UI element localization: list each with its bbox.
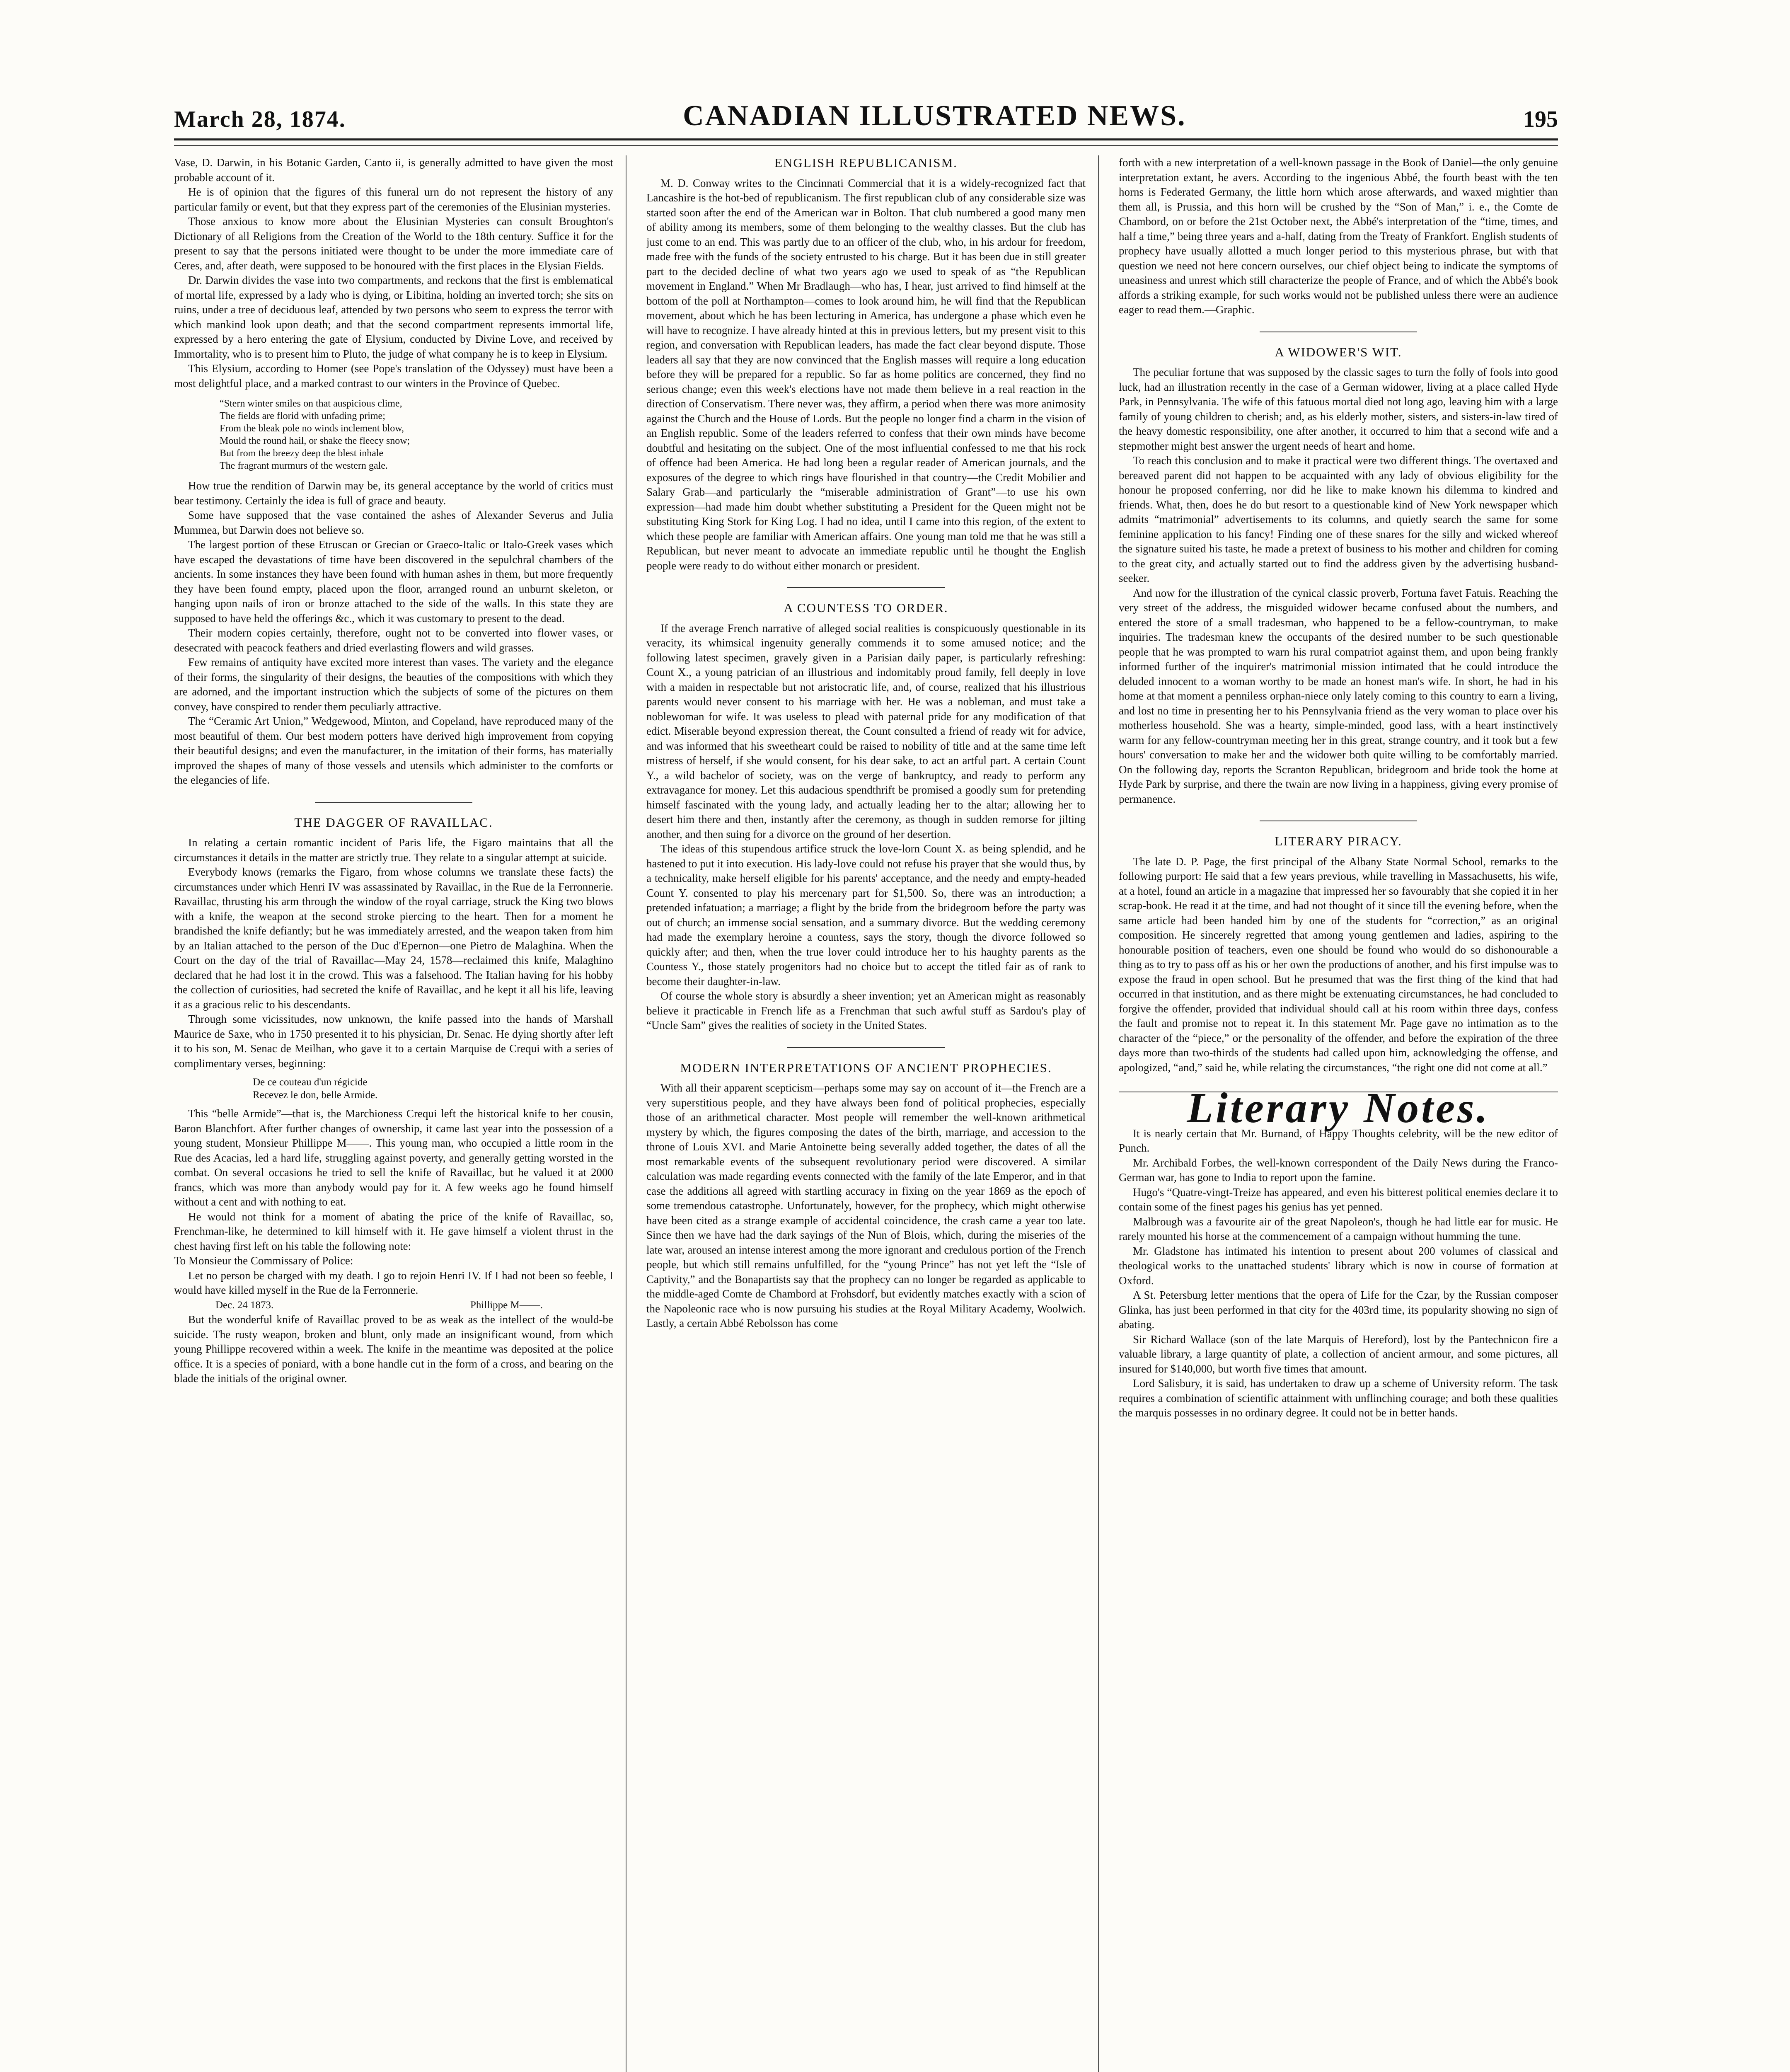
note-item: Sir Richard Wallace (son of the late Marquis of Hereford), lost by the Pantechnicon fire a valuable library, a large quantity of plate, a collection of ancient armour, and some pictures, all insured for $140,000, but worth five times that amount. [1119,1333,1558,1375]
section-rule [787,1047,945,1048]
note-body: Let no person be charged with my death. I go to rejoin Henri IV. If I had not been so feeble, I would have killed myself in the Rue de la Ferronnerie. [174,1269,613,1296]
note-address: To Monsieur the Commissary of Police: [174,1254,353,1267]
paragraph: The ideas of this stupendous artifice struck the love-lorn Count X. as being splendid, and he hastened to put it into execution. His lady-love could not refuse his prayer that she would thus, by a technicality, make herself eligible for his parents' acceptance, and the needy and empty-headed Count Y. consented to play his mercenary part for $1,500. So, there was an introduction; a pretended infatuation; a marriage; a flight by the bride from the bridegroom before the party was out of church; an immense social sensation, and a summary divorce. But the wedding ceremony had made the exemplary heroine a countess, says the story, though the divorce followed so quickly after; and then, when the true lover could introduce her to his haughty parents as the Countess Y., those stately progenitors had no choice but to accept the titled fair as of rank to become their daughter-in-law. [646,842,1086,988]
paragraph: And now for the illustration of the cynical classic proverb, Fortuna favet Fatuis. Reaching the very street of the address, the misguided widower became confused about the numbers, and entered the store of a small tradesman, who happened to be a fellow-countryman, to make inquiries. The tradesman knew the occupants of the desired number to be such questionable people that he was prompted to warn his rural compatriot against them, and upon being frankly informed further of the inquirer's matrimonial mission intimated that he could introduce the deluded innocent to a woman worthy to be made an honest man's wife. In short, he had in his home at that moment a penniless orphan-niece only lately coming to this country to earn a living, and lost no time in presenting her to his Pennsylvania friend as the very woman to place over his motherless household. She was a hearty, simple-minded, good lass, with a heart instinctively warm for any fellow-countryman meeting her in this great, strange country, and it took but a few hours' conversation to make her and the widower both quite willing to be comfortably married. On the following day, reports the Scranton Republican, bridegroom and bride took the home at Hyde Park by surprise, and there the twain are now living in a happiness, giving every promise of permanence. [1119,586,1558,805]
column-3 [1119,155,1558,2072]
section-rule [787,587,945,588]
paragraph: In relating a certain romantic incident of Paris life, the Figaro maintains that all the circumstances it details in the matter are strictly true. They relate to a singular attempt at suicide. [174,836,613,864]
article-heading: LITERARY PIRACY. [1275,834,1402,848]
paragraph: This Elysium, according to Homer (see Pope's translation of the Odyssey) must have been a most delightful place, and a marked contrast to our winters in the Province of Quebec. [174,362,613,390]
note-signature [174,1298,613,1313]
paragraph: Through some vicissitudes, now unknown, the knife passed into the hands of Marshall Maurice de Saxe, who in 1750 presented it to his physician, Dr. Senac. He dying shortly after left it to his son, M. Senac de Meilhan, who gave it to a certain Marquise de Crequi with a series of complimentary verses, beginning: [174,1013,613,1070]
page-header [174,95,1558,140]
paragraph: M. D. Conway writes to the Cincinnati Commercial that it is a widely-recognized fact that Lancashire is the hot-bed of republicanism. The first republican club of any considerable size was started soon after the end of the American war in Bolton. That club numbered a good many men of ability among its members, some of them belonging to the wealthy classes. But the club has just come to an end. This was partly due to an officer of the club, who, in his ardour for freedom, made free with the funds of the society entrusted to his charge. But it has been due in still greater part to the decided decline of what two years ago we used to speak of as “the Republican movement in England.” When Mr Bradlaugh—who has, I hear, just arrived to find himself at the bottom of the poll at Northampton—comes to look around him, he will find that the Republican movement, about which he has been lecturing in America, has undergone a phase which even he will have to recognize. I have already hinted at this in previous letters, but my present visit to this region, and conversation with Republican leaders, has made the fact clear beyond dispute. Those leaders all say that they are now convinced that the English masses will require a long education before they will be prepared for a republic. So far as home politics are concerned, they find no serious change; even this week's elections have not made them believe in a real reaction in the direction of Conservatism. There never was, they affirm, a period when there was more animosity against the Church and the House of Lords. But the people no longer find a charm in the vision of an English republic. Some of the leaders referred to confess that their own minds have become doubtful and hesitating on the subject. One of the most influential confessed to me that his rock of offence had been America. He had long been a regular reader of American journals, and the exposures of the degree to which rings have flourished in that country—the Credit Mobilier and Salary Grab—and particularly the “miserable administration of Grant”—to use his own expression—had made him doubt whether substituting a President for the Queen might not be substituting King Stork for King Log. I had no idea, until I came into this region, of the extent to which these people are familiar with American affairs. One young man told me that he was still a Republican, but never meant to advocate an immediate republic until he thought the English people were ready to do without either monarch or president. [646,177,1086,572]
page-number: 195 [1523,107,1558,132]
paragraph: But the wonderful knife of Ravaillac proved to be as weak as the intellect of the would-be suicide. The rusty weapon, broken and blunt, only made an insignificant wound, from which young Phillippe recovered within a week. The knife in the meantime was deposited at the police office. It is a species of poniard, with a bone handle cut in the form of a cross, and bearing on the blade the initials of the original owner. [174,1313,613,1385]
column-1 [174,155,613,2072]
verse-line: Recevez le don, belle Armide. [253,1089,378,1101]
note-item: A St. Petersburg letter mentions that the opera of Life for the Czar, by the Russian composer Glinka, has just been performed in that city for the 403rd time, its popularity showing no sign of abating. [1119,1289,1558,1331]
paragraph: He is of opinion that the figures of this funeral urn do not represent the history of any particular family or event, but that they express part of the ceremonies of the Elusinian mysteries. [174,186,613,213]
header-rule [174,145,1558,146]
article-heading: MODERN INTERPRETATIONS OF ANCIENT PROPHECIES. [680,1060,1052,1075]
note-item: Hugo's “Quatre-vingt-Treize has appeared, and even his bitterest political enemies declare it to contain some of the finest pages his genius has yet penned. [1119,1186,1558,1213]
french-verse [253,1076,613,1101]
section-rule [315,802,472,803]
paragraph: To reach this conclusion and to make it practical were two different things. The overtaxed and bereaved parent did not happen to be acquainted with any lady of obvious eligibility for the honour he proposed conferring, nor did he like to make known his dilemma to kindred and friends. What, then, does he do but resort to a questionable kind of New York newspaper which admits “matrimonial” advertisements to its columns, and quietly search the same for some feminine application to his fancy! Finding one of these snares for the silly and wicked whereof the signature suited his taste, he made a pretext of business to his mother and children for coming to the great city, and actually started out to find the address given by the advertising husband-seeker. [1119,454,1558,584]
paragraph: How true the rendition of Darwin may be, its general acceptance by the world of critics must bear testimony. Certainly the idea is full of grace and beauty. [174,479,613,507]
article-heading: ENGLISH REPUBLICANISM. [774,155,958,170]
note-date: Dec. 24 1873. [215,1299,274,1311]
paragraph: forth with a new interpretation of a well-known passage in the Book of Daniel—the only genuine interpretation extant, he avers. According to the ingenious Abbé, the fourth beast with the ten horns is Federated Germany, the little horn which arose afterwards, and waxed mightier than them all, is Prussia, and this horn will be crushed by the “Son of Man,” i. e., the Comte de Chambord, on or before the 21st October next, the Abbé's interpretation of the “time, times, and half a time,” being three years and a-half, dating from the Treaty of Frankfort. English students of prophecy have usually allotted a much longer period to this mysterious phrase, but with that question we need not here concern ourselves, our chief object being to indicate the symptoms of uneasiness and unrest which still characterize the people of France, and of which the Abbé's book affords a striking example, for such works would not be published unless there were an audience eager to read them.—Graphic. [1119,156,1558,316]
paragraph: If the average French narrative of alleged social realities is conspicuously questionable in its veracity, its whimsical ingenuity generally commends it to some amused notice; and the following latest specimen, gravely given in a Parisian daily paper, is particularly refreshing: Count X., a young patrician of an illustrious and indomitably proud family, fell deeply in love with a maiden in respectable but not aristocratic life, and, of course, realized that his illustrious parents would never consent to his marriage with her. He was a nobleman, and must take a noblewoman for wife. It was useless to plead with paternal pride for any modification of that edict. Miserable beyond expression thereat, the Count consulted a friend of ready wit for advice, and was informed that his sweetheart could be raised to nobility of title and at the same time left mistress of herself, if she would consent, for his dear sake, to act an artful part. A certain Count Y., a wild bachelor of society, was on the verge of bankruptcy, and ready to perform any extravagance for money. Let this audacious spendthrift be promised a goodly sum for pretending himself fascinated with the young lady, and actually leading her to the altar; allowing her to desert him there and then, instantly after the ceremony, as though in sudden remorse for jilting another, and then suing for a divorce on the ground of her desertion. [646,622,1086,840]
paragraph: Of course the whole story is absurdly a sheer invention; yet an American might as reasonably believe it practicable in French life as a Frenchman that such awful stuff as Sardou's play of “Uncle Sam” gives the realities of society in the United States. [646,990,1086,1031]
verse-line: The fragrant murmurs of the western gale. [220,460,388,471]
verse-line: Mould the round hail, or shake the fleecy snow; [220,436,410,446]
paragraph: Those anxious to know more about the Elusinian Mysteries can consult Broughton's Dictionary of all Religions from the Creation of the World to the 18th century. Suffice it for the present to say that the persons initiated were thought to be under the more immediate care of Ceres, and, after death, were supposed to be honoured with the first places in the Elysian Fields. [174,215,613,272]
issue-date: March 28, 1874. [174,107,346,132]
newspaper-title: CANADIAN ILLUSTRATED NEWS. [683,100,1186,132]
column-divider [1098,155,1099,2072]
paragraph: The “Ceramic Art Union,” Wedgewood, Minton, and Copeland, have reproduced many of the most beautiful of them. Our best modern potters have derived high improvement from copying their beautiful designs; and even the manufacturer, in the imitation of their forms, has materially improved the shapes of many of those vessels and utensils which administer to the comforts or the elegancies of life. [174,715,613,786]
note-item: It is nearly certain that Mr. Burnand, of Happy Thoughts celebrity, will be the new editor of Punch. [1119,1127,1558,1154]
paragraph: With all their apparent scepticism—perhaps some may say on account of it—the French are a very superstitious people, and they have always been fond of political prophecies, especially those of an arithmetical character. Most people will remember the well-known arithmetical mystery by which, the figures composing the dates of the birth, marriage, and accession to the throne of Louis XVI. and Marie Antoinette being severally added together, the dates of all the most remarkable events of the subsequent revolutionary period were discovered. A similar calculation was made regarding events connected with the family of the late Emperor, and in that case the additions all agreed with startling accuracy in fixing on the year 1869 as the epoch of some tremendous catastrophe. Unfortunately, however, for the prophecy, which might otherwise have been cited as a strange example of accidental coincidence, the crash came a year too late. Since then we have had the dark sayings of the Nun of Blois, which, during the miseries of the late war, aroused an intense interest among the more ignorant and credulous portion of the French people, but which still remains unfulfilled, for the “young Prince” has not yet left the “Isle of Captivity,” and the Bonapartists say that the prophecy can no longer be regarded as applicable to the middle-aged Comte de Chambord at Frohsdorf, but evidently matches exactly with a scion of the Napoleonic race who is now pursuing his studies at the Royal Military Academy, Woolwich. Lastly, a certain Abbé Rebolsson has come [646,1082,1086,1329]
article-heading: THE DAGGER OF RAVAILLAC. [294,815,493,830]
paragraph: Dr. Darwin divides the vase into two compartments, and reckons that the first is emblematical of mortal life, expressed by a lady who is dying, or Libitina, holding an inverted torch; she sits on ruins, under a tree of deciduous leaf, attended by two persons who seem to express the terror with which mankind look upon death; and that the second compartment represents immortal life, expressed by a hero entering the gate of Elysium, conducted by Divine Love, and received by Immortality, who is to present him to Pluto, the judge of what company he is to keep in Elysium. [174,274,613,360]
paragraph: Vase, D. Darwin, in his Botanic Garden, Canto ii, is generally admitted to have given the most probable account of it. [174,156,613,184]
paragraph: Some have supposed that the vase contained the ashes of Alexander Severus and Julia Mummea, but Darwin does not believe so. [174,509,613,536]
paragraph: He would not think for a moment of abating the price of the knife of Ravaillac, so, Frenchman-like, he determined to kill himself with it. He gave himself a violent thrust in the chest having first left on his table the following note: [174,1210,613,1252]
note-item: Lord Salisbury, it is said, has undertaken to draw up a scheme of University reform. The task requires a combination of scientific attainment with unflinching courage; and both these qualities the marquis possesses in no ordinary degree. It could not be in better hands. [1119,1377,1558,1419]
column-2 [646,155,1086,2072]
article-heading: A WIDOWER'S WIT. [1275,344,1402,359]
paragraph: The late D. P. Page, the first principal of the Albany State Normal School, remarks to the following purport: He said that a few years previous, while travelling in Massachusetts, his wife, at a hotel, found an article in a magazine that impressed her so favourably that she copied it in her scrap-book. He read it at the time, and had not thought of it since till the evening before, when the same article had been handed him by one of the students for “correction,” as an original composition. He sincerely regretted that among young gentlemen and ladies, aspiring to the honourable position of teachers, even one should be found who would do so dishonourable a thing as to try to pass off as his or her own the productions of another, and his first impulse was to expose the fraud in open school. But he presumed that was the first thing of the kind that had occurred in that institution, and as there might be extenuating circumstances, he had concluded to forgive the offender, provided that individual should call at his room within three days, confess the fault and promise not to repeat it. In this statement Mr. Page gave no intimation as to the character of the “piece,” or the personality of the offender, and before the expiration of the three days more than two-thirds of the students had called upon him, acknowledging the offense, and apologized, “and,” said he, while relating the circumstances, “the right one did not come at all.” [1119,855,1558,1074]
paragraph: Few remains of antiquity have excited more interest than vases. The variety and the elegance of their forms, the singularity of their designs, the beauties of the compositions with which they are adorned, and the important instruction which the subjects of some of the pictures on them convey, have conspired to render them peculiarly attractive. [174,656,613,713]
verse-line: But from the breezy deep the blest inhale [220,448,384,459]
note-item: Mr. Archibald Forbes, the well-known correspondent of the Daily News during the Franco-German war, has gone to India to report upon the famine. [1119,1156,1558,1184]
paragraph: Everybody knows (remarks the Figaro, from whose columns we translate these facts) the circumstances under which Henri IV was assassinated by Ravaillac, in the Rue de la Ferronnerie. Ravaillac, thrusting his arm through the window of the royal carriage, struck the King two blows with a knife, the weapon at the second stroke piercing to the heart. Then for a moment he brandished the knife defiantly; but he was immediately arrested, and the weapon taken from him by an Italian attached to the person of the Duc d'Epernon—one Pietro de Malaghina. When the Court on the day of the trial of Ravaillac—May 24, 1578—reclaimed this knife, Malaghino declared that he had lost it in the crowd. This was a falsehood. The Italian having for his hobby the collection of curiosities, had secreted the knife of Ravaillac, and he kept it all his life, leaving it as a gracious relic to his descendants. [174,866,613,1011]
verse-line: De ce couteau d'un régicide [253,1077,368,1088]
verse-quote [220,397,613,472]
paragraph: This “belle Armide”—that is, the Marchioness Crequi left the historical knife to her cousin, Baron Blanchfort. After further changes of ownership, it came last year into the possession of a young student, Monsieur Phillippe M——. This young man, who occupied a little room in the Rue des Acacias, led a hard life, struggling against poverty, and generally getting worsted in the combat. On several occasions he tried to sell the knife of Ravaillac, but he valued it at 2000 francs, which was more than anybody would pay for it. A few weeks ago he found himself without a cent and with nothing to eat. [174,1107,613,1208]
paragraph: The largest portion of these Etruscan or Grecian or Graeco-Italic or Italo-Greek vases which have escaped the devastations of time have been discovered in the sepulchral chambers of the ancients. In some instances they have been found with human ashes in them, but more frequently they have been found empty, placed upon the floor, arranged round an unburnt skeleton, or hanging upon nails of iron or bronze attached to the side of the walls. In this state they are supposed to have held the offerings &c., which it was customary to present to the dead. [174,538,613,625]
literary-notes-heading: Literary Notes. [1119,1092,1558,1116]
verse-line: From the bleak pole no winds inclement blow, [220,423,404,434]
article-heading: A COUNTESS TO ORDER. [784,600,948,615]
note-item: Malbrough was a favourite air of the great Napoleon's, though he had little ear for music. He rarely mounted his horse at the commencement of a campaign without humming the tune. [1119,1215,1558,1242]
note-item: Mr. Gladstone has intimated his intention to present about 200 volumes of classical and theological works to the unattached students' library which is now in course of formation at Oxford. [1119,1244,1558,1287]
verse-line: The fields are florid with unfading prime; [220,411,385,421]
paragraph: The peculiar fortune that was supposed by the classic sages to turn the folly of fools into good luck, had an illustration recently in the case of a German widower, living at a place called Hyde Park, in Pennsylvania. The wife of this fatuous mortal died not long ago, leaving him with a large family of young children to cherish; and, as his elderly mother, sisters, and sisters-in-law tired of the heavy domestic responsibility, one after another, it occurred to him that a second wife and a stepmother might best answer the urgent needs of heart and home. [1119,366,1558,452]
note-signer: Phillippe M——. [470,1299,543,1311]
paragraph: Their modern copies certainly, therefore, ought not to be converted into flower vases, or desecrated with peacock feathers and dried everlasting flowers and wild grasses. [174,627,613,654]
verse-line: “Stern winter smiles on that auspicious clime, [220,398,402,409]
